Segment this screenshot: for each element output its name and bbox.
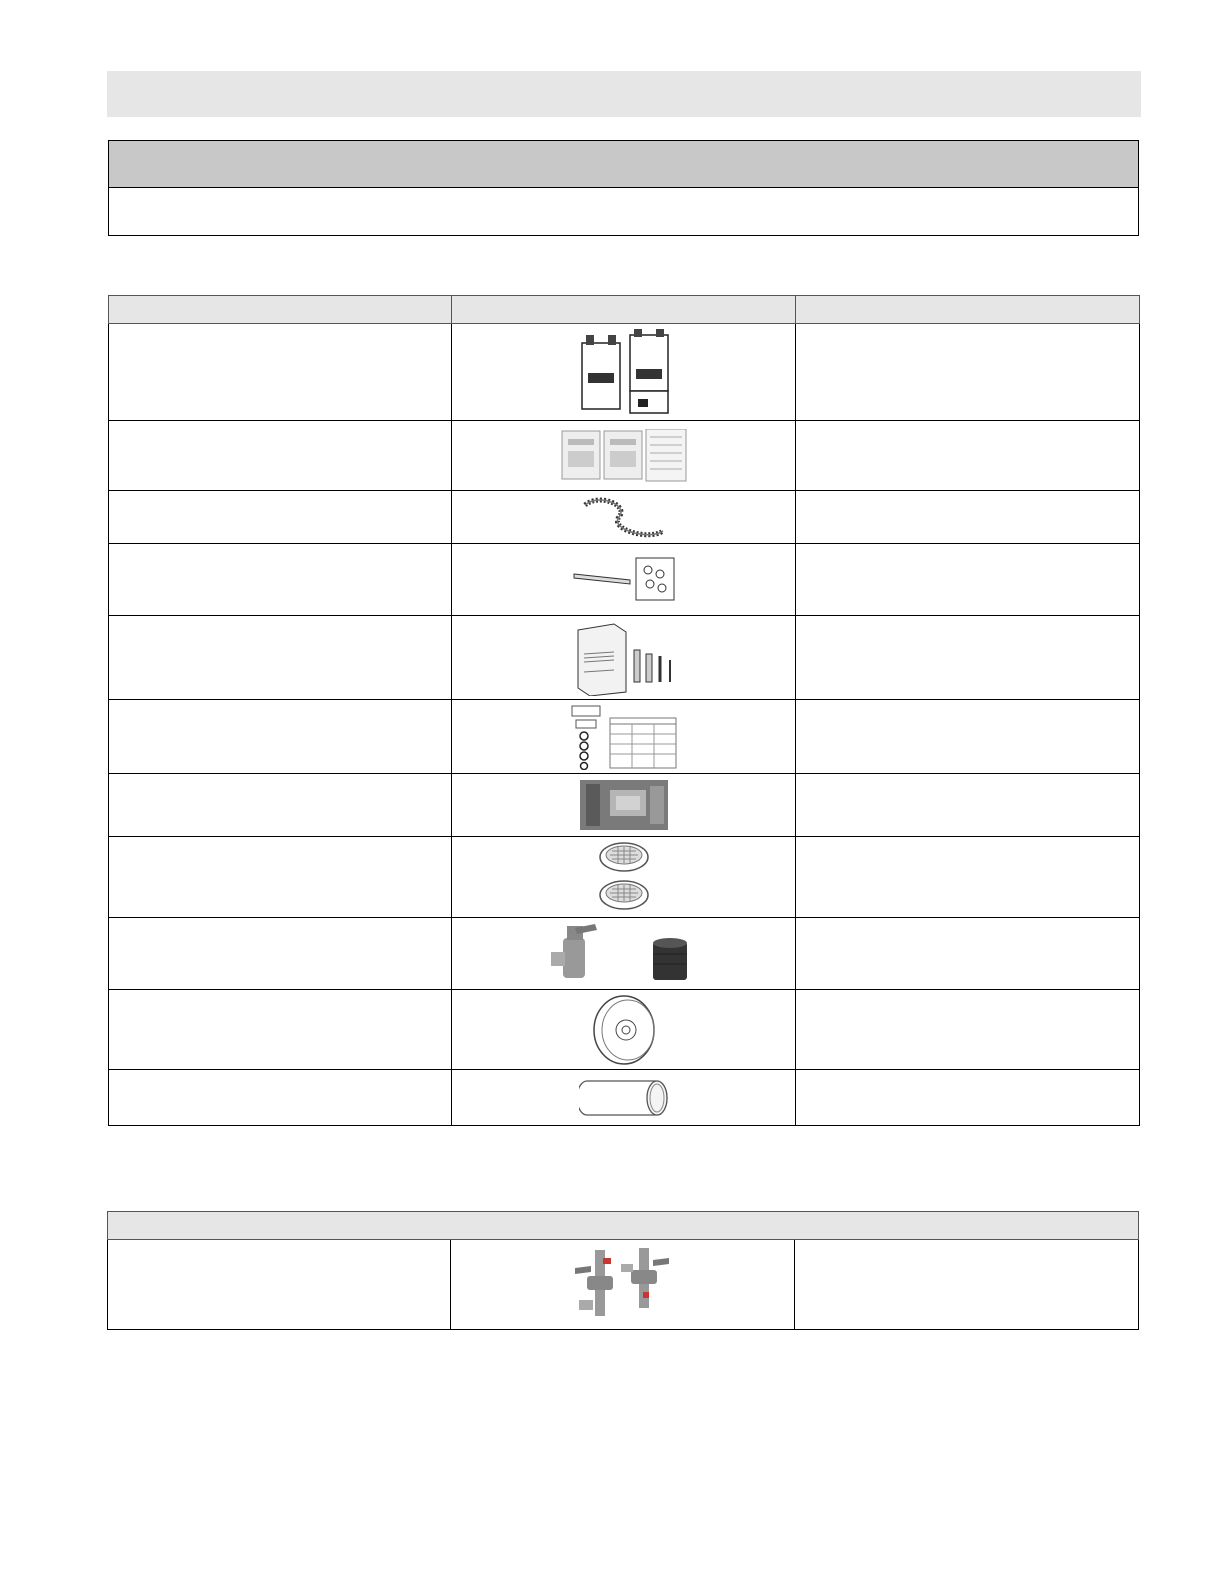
table-row [109,1070,1140,1126]
part-image-cell [452,990,796,1070]
water-heater-units-icon [574,329,674,415]
parts-table [108,295,1140,1126]
table-row [109,616,1140,700]
orings-chart-icon [570,704,678,770]
notice-heading [109,141,1138,188]
table-row [109,491,1140,544]
table-row [109,544,1140,616]
manuals-documents-icon [560,429,688,483]
part-qty-cell [796,700,1140,774]
part-name-cell [109,544,452,616]
flexible-hose-icon [579,495,669,539]
table-row [109,421,1140,491]
table-header-row [109,296,1140,324]
part-qty-cell [796,616,1140,700]
part-qty-cell [796,990,1140,1070]
table-row [109,700,1140,774]
part-qty-cell [796,837,1140,918]
part-qty-cell [796,918,1140,990]
cover-anchors-icon [574,620,674,696]
part-name-cell [109,1070,452,1126]
table-row [109,990,1140,1070]
part-image-cell [452,837,796,918]
page-title-band [107,71,1141,117]
photo-icon [580,780,668,830]
part-qty-cell [796,774,1140,837]
optional-parts-table [107,1211,1139,1330]
part-image-cell [451,1240,795,1330]
part-name-cell [108,1240,451,1330]
part-name-cell [109,324,452,421]
part-image-cell [452,700,796,774]
column-header [452,296,796,324]
bracket-screws-icon [572,556,676,604]
pipe-sleeve-icon [579,1078,669,1118]
part-image-cell [452,421,796,491]
part-name-cell [109,918,452,990]
part-qty-cell [795,1240,1139,1330]
table-row [109,918,1140,990]
part-image-cell [452,918,796,990]
table-header-row [108,1212,1139,1240]
part-image-cell [452,324,796,421]
part-image-cell [452,544,796,616]
part-name-cell [109,837,452,918]
isolation-valves-icon [573,1246,673,1324]
part-qty-cell [796,544,1140,616]
part-qty-cell [796,324,1140,421]
part-name-cell [109,421,452,491]
part-name-cell [109,491,452,544]
part-image-cell [452,774,796,837]
part-qty-cell [796,1070,1140,1126]
table-row [109,837,1140,918]
part-qty-cell [796,491,1140,544]
part-image-cell [452,616,796,700]
part-name-cell [109,700,452,774]
column-header [109,296,452,324]
table-row [109,774,1140,837]
optional-parts-header [108,1212,1139,1240]
vent-cap-icon [586,994,662,1066]
notice-box [108,140,1139,236]
part-name-cell [109,616,452,700]
part-image-cell [452,491,796,544]
filter-screens-icon [594,839,654,915]
part-name-cell [109,774,452,837]
table-row [109,324,1140,421]
part-name-cell [109,990,452,1070]
table-row [108,1240,1139,1330]
part-qty-cell [796,421,1140,491]
relief-valve-bushing-icon [549,924,699,984]
column-header [796,296,1140,324]
part-image-cell [452,1070,796,1126]
